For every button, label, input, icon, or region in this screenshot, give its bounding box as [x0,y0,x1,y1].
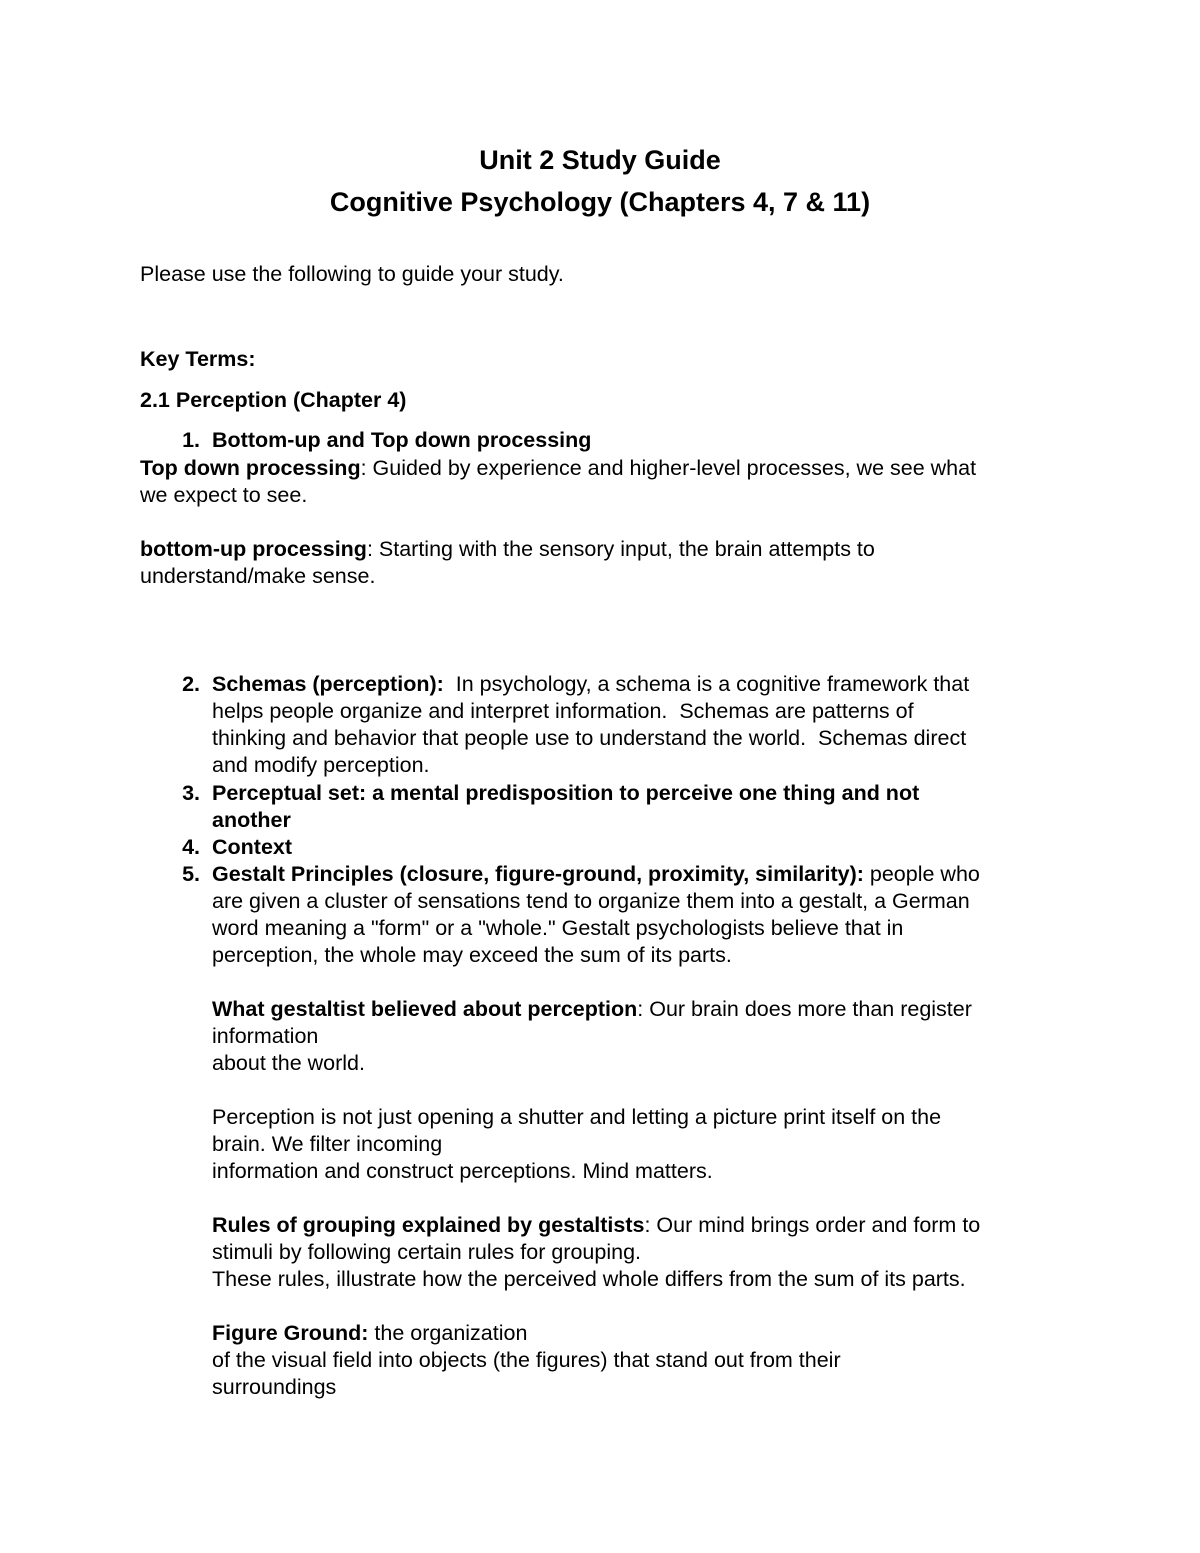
section-heading: 2.1 Perception (Chapter 4) [140,388,407,412]
bottomup-term: bottom-up processing [140,537,367,561]
topdown-term: Top down processing [140,456,361,480]
bottomup-text: : Starting with the sensory input, the brain attempts to [366,537,875,561]
perception-line-3: information and construct perceptions. Mind matters. [212,1159,713,1183]
topdown-text: : Guided by experience and higher-level processes, we see what [360,456,977,480]
gestalt-belief-line-2: information [212,1024,319,1048]
gestalt-line-1 [212,862,980,887]
key-terms-heading: Key Terms: [140,347,256,371]
bottomup-line-2: understand/make sense. [140,564,376,588]
perception-line-2: brain. We filter incoming [212,1132,443,1156]
grouping-rules-line-2: stimuli by following certain rules for grouping. [212,1240,642,1264]
perceptual-set-line-2: another [212,808,291,832]
item-3-number: 3. [182,781,200,805]
figure-ground-line-2: of the visual field into objects (the figures) that stand out from their [212,1348,841,1372]
item-2-number: 2. [182,672,200,696]
gestalt-term: Gestalt Principles (closure, figure-ground, proximity, similarity): [212,862,864,886]
perceptual-set-line-1: Perceptual set: a mental predisposition to perceive one thing and not [212,781,920,805]
document-subtitle: Cognitive Psychology (Chapters 4, 7 & 11) [329,187,871,217]
grouping-rules-term: Rules of grouping explained by gestaltists [212,1213,645,1237]
document-title: Unit 2 Study Guide [479,145,721,175]
gestalt-line-2: are given a cluster of sensations tend to organize them into a gestalt, a German [212,889,970,913]
perception-line-1: Perception is not just opening a shutter and letting a picture print itself on the [212,1105,942,1129]
gestalt-text: people who [863,862,980,886]
item-1-number: 1. [182,428,200,452]
figure-ground-line-1 [212,1321,527,1346]
gestalt-belief-line-3: about the world. [212,1051,365,1075]
context-title: Context [212,835,293,859]
figure-ground-line-3: surroundings [212,1375,337,1399]
item-5-number: 5. [182,862,200,886]
topdown-definition [140,456,976,481]
item-1-title: Bottom-up and Top down processing [212,428,592,452]
grouping-rules-line-1 [212,1213,980,1238]
gestalt-belief-term: What gestaltist believed about perception [212,997,638,1021]
schemas-text: In psychology, a schema is a cognitive framework that [443,672,970,696]
schemas-line-2: helps people organize and interpret information. Schemas are patterns of [212,699,914,723]
gestalt-belief-text: : Our brain does more than register [637,997,972,1021]
grouping-rules-line-3: These rules, illustrate how the perceived whole differs from the sum of its parts. [212,1267,966,1291]
schemas-term: Schemas (perception): [212,672,444,696]
topdown-line-2: we expect to see. [140,483,308,507]
schemas-line-1 [212,672,969,697]
gestalt-line-4: perception, the whole may exceed the sum of its parts. [212,943,732,967]
item-4-number: 4. [182,835,200,859]
gestalt-line-3: word meaning a "form" or a "whole." Gestalt psychologists believe that in [212,916,904,940]
schemas-line-3: thinking and behavior that people use to understand the world. Schemas direct [212,726,967,750]
gestalt-belief-line-1 [212,997,972,1022]
intro-text: Please use the following to guide your study. [140,262,564,286]
figure-ground-term: Figure Ground: [212,1321,369,1345]
grouping-rules-text: : Our mind brings order and form to [644,1213,981,1237]
bottomup-definition [140,537,875,562]
schemas-line-4: and modify perception. [212,753,430,777]
figure-ground-text: the organization [368,1321,528,1345]
